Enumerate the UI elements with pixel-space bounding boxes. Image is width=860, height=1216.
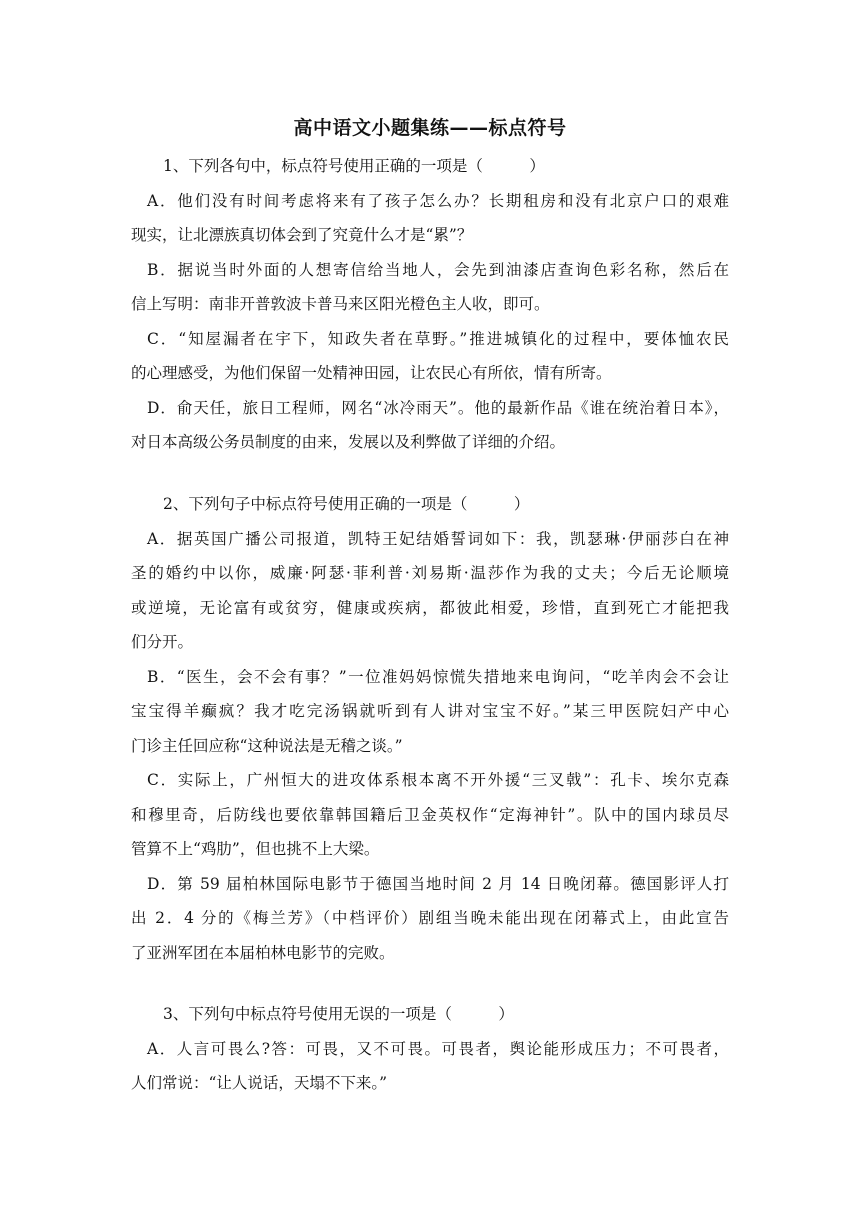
question-2-option-b-line-1: B．“医生，会不会有事？”一位准妈妈惊慌失措地来电询问，“吃羊肉会不会让 — [147, 668, 729, 686]
question-3-stem: 3、下列句中标点符号使用无误的一项是（ ） — [163, 1005, 514, 1023]
question-2-option-d-line-1: D．第 59 届柏林国际电影节于德国当地时间 2 月 14 日晚闭幕。德国影评人打 — [147, 875, 729, 893]
question-1-option-b-line-2: 信上写明：南非开普敦波卡普马来区阳光橙色主人收，即可。 — [131, 295, 550, 313]
question-1-stem: 1、下列各句中，标点符号使用正确的一项是（ ） — [163, 157, 545, 175]
question-2-option-c-line-3: 管算不上“鸡肋”，但也挑不上大梁。 — [131, 840, 380, 858]
question-1-option-d-line-1: D．俞天任，旅日工程师，网名“冰冷雨天”。他的最新作品《谁在统治着日本》， — [147, 399, 729, 417]
question-3-option-a-line-1: A．人言可畏么?答：可畏，又不可畏。可畏者，舆论能形成压力；不可畏者， — [147, 1040, 729, 1058]
question-1-option-c-line-2: 的心理感受，为他们保留一处精神田园，让农民心有所依，情有所寄。 — [131, 364, 612, 382]
question-2-option-a-line-1: A．据英国广播公司报道，凯特王妃结婚誓词如下：我，凯瑟琳·伊丽莎白在神 — [147, 530, 729, 548]
question-2-option-d-line-3: 了亚洲军团在本届柏林电影节的完败。 — [131, 944, 395, 962]
question-2-stem: 2、下列句子中标点符号使用正确的一项是（ ） — [163, 495, 530, 513]
question-2-option-a-line-4: 们分开。 — [131, 633, 194, 651]
question-2-option-a-line-2: 圣的婚约中以你，威廉·阿瑟·菲利普·刘易斯·温莎作为我的丈夫；今后无论顺境 — [131, 564, 729, 582]
page-title: 高中语文小题集练——标点符号 — [293, 117, 567, 139]
question-1-option-b-line-1: B．据说当时外面的人想寄信给当地人，会先到油漆店查询色彩名称，然后在 — [147, 261, 729, 279]
question-1-option-d-line-2: 对日本高级公务员制度的由来，发展以及利弊做了详细的介绍。 — [131, 433, 566, 451]
question-2-option-c-line-2: 和穆里奇，后防线也要依靠韩国籍后卫金英权作“定海神针”。队中的国内球员尽 — [131, 806, 729, 824]
question-2-option-b-line-3: 门诊主任回应称“这种说法是无稽之谈。” — [131, 737, 403, 755]
question-1-option-a-line-2: 现实，让北漂族真切体会到了究竟什么才是“累”？ — [131, 226, 473, 244]
question-1-option-a-line-1: A．他们没有时间考虑将来有了孩子怎么办？长期租房和没有北京户口的艰难 — [147, 192, 729, 210]
question-1-option-c-line-1: C．“知屋漏者在宇下，知政失者在草野。”推进城镇化的过程中，要体恤农民 — [147, 330, 729, 348]
question-2-option-a-line-3: 或逆境，无论富有或贫穷，健康或疾病，都彼此相爱，珍惜，直到死亡才能把我 — [131, 599, 729, 617]
question-2-option-d-line-2: 出 2．4 分的《梅兰芳》（中档评价）剧组当晚未能出现在闭幕式上，由此宣告 — [131, 909, 729, 927]
question-2-option-b-line-2: 宝宝得羊癫疯？我才吃完汤锅就听到有人讲对宝宝不好。”某三甲医院妇产中心 — [131, 702, 729, 720]
question-3-option-a-line-2: 人们常说：“让人说话，天塌不下来。” — [131, 1074, 388, 1092]
question-2-option-c-line-1: C．实际上，广州恒大的进攻体系根本离不开外援“三叉戟”：孔卡、埃尔克森 — [147, 771, 729, 789]
